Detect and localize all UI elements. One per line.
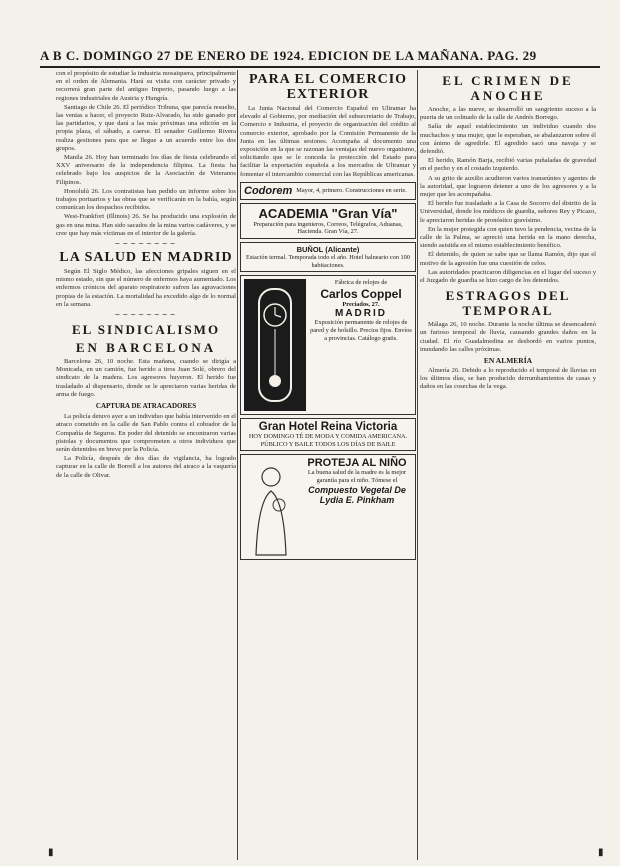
headline-salud: LA SALUD EN MADRID [59,250,233,266]
ad-bunol [240,242,416,272]
headline-estragos: ESTRAGOS DEL TEMPORAL [445,288,571,319]
clock-icon [253,285,297,405]
ad-product: Compuesto Vegetal De Lydia E. Pinkham [308,484,406,505]
ad-reina-victoria [240,418,416,451]
ad-text: Preparación para ingenieros, Correos, Telégrafos, Aduanas, Hacienda. Gran Vía, 27. [253,220,403,236]
ad-academia [240,203,416,239]
headline-sindicalismo: EL SINDICALISMO [71,322,221,338]
ad-name: ACADEMIA "Gran Vía" [258,205,398,221]
ad-coppel [240,275,416,415]
article-text: Almería 26. Debido a lo reproducido el temporal de lluvias en los últimos días, se han producido derrumbamientos de casas y daños en las cosechas de la vega. [420,367,596,391]
article-text: Honolulú 26. Los contratistas han pedido un informe sobre los trabajos portuarios y las obras que se verificarán en la bahía, según comunican los despachos recibidos. [56,187,236,212]
ad-pinkham [240,454,416,560]
article-text: Las autoridades practicaron diligencias en el lugar del suceso y el Juzgado de guardia se hizo cargo de los detenidos. [420,268,596,285]
column-center [240,70,416,866]
ad-street: Preciados, 27. [342,300,380,308]
article-text: Según El Siglo Médico, las afecciones gripales siguen en el mismo estado, sin que el número de enfermos haya aumentado. Los enfermos crónicos del aparato respiratorio sufren las agravaciones propias de la estación. La mortalidad ha excedido algo de lo normal en la semana. [56,268,236,308]
article-text: La Policía, después de dos días de vigilancia, ha logrado capturar en la calle de Borrell a los autores del atraco a la vaquería de la calle de Olivar. [56,455,236,479]
column-divider [417,70,418,860]
article-text: La Junta Nacional del Comercio Español en Ultramar ha elevado al Gobierno, por mediación del subsecretario de Trabajo, Comercio e Industria, el proyecto de organización del crédito al comercio exterior, aprobado por la Comisión Permanente de la Junta en las últimas sesiones. Acompaña al documento una exposición en la que se razonan las ventajas del nuevo organismo, solicitando que se le conceda la protección del Estado para facilitar la exportación española a los mercados de Ultramar y fomentar el intercambio comercial con las Repúblicas americanas. [240,105,416,178]
page-mark: ▮ [598,847,604,858]
page-mark: ▮ [48,847,54,858]
subheadline-atracadores: CAPTURA DE ATRACADORES [95,402,197,411]
ad-slogan: PROTEJA AL NIÑO [307,457,407,470]
column-right [420,70,596,866]
ad-city: MADRID [335,308,387,320]
article-text: Málaga 26, 10 noche. Durante la noche última se desencadenó un furioso temporal de lluvia, causando grandes daños en la ciudad. El río Guadalmedina se desbordó en varios puntos, inundando las calles próximas. [420,321,596,353]
ad-text: La buena salud de la madre es la mejor garantía para el niño. Tómese el [307,469,407,484]
ad-text: HOY DOMINGO TÉ DE MODA Y COMIDA AMERICANA. PÚBLICO Y BAILE TODOS LOS DÍAS DE BAILE [248,433,408,448]
column-left [56,70,236,866]
clock-illustration [244,279,306,411]
article-text: El detenido, de quien se sabe que se llama Ramón, dijo que el motivo de la agresión fue una cuestión de celos. [420,251,596,267]
article-text: Manila 26. Hoy han terminado los días de fiesta celebrando el XXV aniversario de la independencia filipina. La fiesta ha celebrado bajo los auspicios de la Asociación de Veteranos Filipinos. [56,154,236,186]
header-rule [40,66,600,68]
ad-text: Estación termal. Temporada todo el año. Hotel balneario con 100 habitaciones. [246,254,410,269]
article-text: con el propósito de estudiar la industria mosaiquera, principalmente en el orden de Alemania. Hará su visita con carácter privado y recorrerá gran parte del antiguo Imperio, pasando luego a las regiones industriales de Austria y Hungría. [56,70,236,102]
ornament-divider: ~~~~~~~~ [114,240,178,249]
article-text: El herido fue trasladado a la Casa de Socorro del distrito de la Universidad, donde los médicos de guardia, señores Rey y Picazo, le apreciaron heridas de pronóstico gravísimo. [420,200,596,224]
subheadline-almeria: EN ALMERÍA [483,356,533,366]
article-text: A su grito de auxilio acudieron varios transeúntes y agentes de la autoridad, que lograron detener a uno de los agresores y a la mujer que les acompañaba. [420,174,596,199]
article-text: West-Frankfort (Illinois) 26. Se ha producido una explosión de gas en una mina. Han sido sacados de la mina varios cadáveres, y se cree que hay más víctimas en el interior de la galería. [56,213,236,237]
ad-codorem [240,182,416,200]
page-header: A B C. DOMINGO 27 DE ENERO DE 1924. EDICION DE LA MAÑANA. PAG. 29 [40,48,537,63]
article-text: El herido, Ramón Barja, recibió varias puñaladas de gravedad en el pecho y en el costado izquierdo. [420,157,596,173]
mother-child-illustration [244,457,298,557]
article-text: La policía detuvo ayer a un individuo que había intervenido en el atraco cometido en la calle de San Pablo contra el cobrador de la Compañía de Seguros. En poder del detenido se encontraron varias pistolas y documentos que comprometen a otros individuos que serán detenidos en breve por la Policía. [56,413,236,453]
figure-icon [246,461,296,557]
ad-text: Mayor, 4, primero. Construcciones en serie. [296,187,407,195]
ad-label: Fábrica de relojes de [334,279,388,287]
headline-comercio: PARA EL COMERCIO EXTERIOR [248,72,408,102]
ad-name: Carlos Coppel [320,286,402,301]
ad-brand: Codorem [244,184,293,197]
column-divider [237,70,238,860]
headline-barcelona: EN BARCELONA [75,340,217,356]
ad-text: Exposición permanente de relojes de pared y de bolsillo. Precios fijos. Envíos a provincias. Catálogo gratis. [310,319,412,342]
article-text: Salía de aquel establecimiento un individuo cuando dos muchachos y una mujer, que le esperaban, se abalanzaron sobre él con ánimo de agredirle. El agredido sacó una navaja y se defendió. [420,123,596,156]
headline-crimen: EL CRIMEN DE ANOCHE [442,73,574,103]
ornament-divider: ~~~~~~~~ [114,311,178,320]
article-text: Barcelona 26, 10 noche. Esta mañana, cuando se dirigía a Montcada, en un camión, fue herido a tiros Juan Solé, obrero del sindicato de la madera. Los agresores huyeron. El herido fue trasladado al dispensario, donde se le apreciaron varias heridas de arma de fuego. [56,358,236,398]
article-text: Santiago de Chile 26. El periódico Tribuna, que parecía resuelto, las ventas a hacer, el proyecto Ruiz-Alvarado, ha sido ganado por las partidarios, y que dará a las más próximas una edición en la propia plaza, el sábado, a caerse. El senador Guillermo Rivera realiza gestiones para que se llegue a un acuerdo entre los dos grupos. [56,103,236,152]
article-text: En la mujer protegida con quien tuvo la pendencia, vecina de la calle de la Palma, se apreció una herida en la mano derecha, siendo asistida en el mismo establecimiento benéfico. [420,225,596,250]
ad-place: BUÑOL (Alicante) [296,245,360,255]
article-text: Anoche, a las nueve, se desarrolló un sangriento suceso a la puerta de un colmado de la calle de Andrés Borrego. [420,106,596,122]
ad-name: Gran Hotel Reina Victoria [258,421,398,434]
